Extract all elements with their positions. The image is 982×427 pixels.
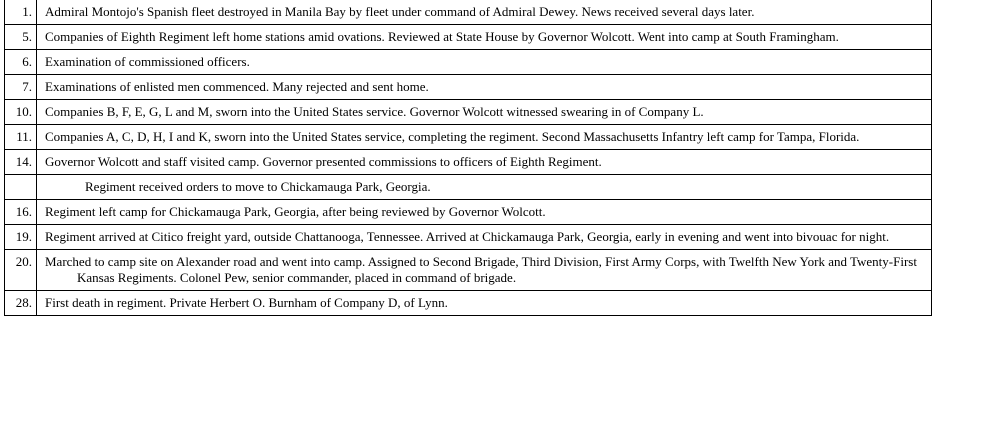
table-row [5, 0, 932, 25]
row-text-cell [37, 0, 932, 25]
row-text: Governor Wolcott and staff visited camp. Governor presented commissions to officers of Eighth Regiment. [45, 154, 602, 169]
table-row [5, 25, 932, 50]
table-row [5, 125, 932, 150]
row-text: Companies B, F, E, G, L and M, sworn into the United States service. Governor Wolcott witnessed swearing in of Company L. [45, 104, 704, 119]
row-day: 6. [5, 50, 37, 75]
table-row [5, 291, 932, 316]
row-text: Companies A, C, D, H, I and K, sworn into the United States service, completing the regiment. Second Massachusetts Infantry left camp for Tampa, Florida. [45, 129, 860, 144]
row-text-cell [37, 150, 932, 175]
row-text-cell [37, 100, 932, 125]
row-text-cell [37, 250, 932, 291]
row-text: Examination of commissioned officers. [45, 54, 250, 69]
row-day: 20. [5, 250, 37, 291]
row-day: 14. [5, 150, 37, 175]
table-row [5, 50, 932, 75]
row-text-cell [37, 25, 932, 50]
row-text-cell [37, 175, 932, 200]
row-day: 16. [5, 200, 37, 225]
row-text-cell [37, 225, 932, 250]
row-day: 7. [5, 75, 37, 100]
row-text-cell [37, 200, 932, 225]
table-row [5, 250, 932, 291]
chronology-table [4, 0, 932, 316]
table-row [5, 200, 932, 225]
row-text-cell [37, 125, 932, 150]
row-text: First death in regiment. Private Herbert O. Burnham of Company D, of Lynn. [45, 295, 448, 310]
row-text: Regiment received orders to move to Chickamauga Park, Georgia. [85, 179, 431, 194]
row-text: Companies of Eighth Regiment left home stations amid ovations. Reviewed at State House by Governor Wolcott. Went into camp at South Framingham. [45, 29, 839, 44]
row-text: Regiment left camp for Chickamauga Park, Georgia, after being reviewed by Governor Wolcott. [45, 204, 546, 219]
row-text-cell [37, 291, 932, 316]
row-text: Marched to camp site on Alexander road and went into camp. Assigned to Second Brigade, Third Division, First Army Corps, with Twelfth New York and Twenty-First Kansas Regiments. Colonel Pew, senior commander, placed in command of brigade. [45, 254, 917, 285]
row-text-cell [37, 50, 932, 75]
row-day: 5. [5, 25, 37, 50]
row-text: Examinations of enlisted men commenced. Many rejected and sent home. [45, 79, 429, 94]
row-day [5, 175, 37, 200]
table-row [5, 75, 932, 100]
table-row [5, 150, 932, 175]
table-row [5, 100, 932, 125]
row-day: 11. [5, 125, 37, 150]
table-row [5, 225, 932, 250]
row-text: Regiment arrived at Citico freight yard, outside Chattanooga, Tennessee. Arrived at Chickamauga Park, Georgia, early in evening and went into bivouac for night. [45, 229, 890, 244]
row-text-cell [37, 75, 932, 100]
row-day: 1. [5, 0, 37, 25]
row-day: 28. [5, 291, 37, 316]
row-day: 10. [5, 100, 37, 125]
table-row [5, 175, 932, 200]
row-day: 19. [5, 225, 37, 250]
row-text: Admiral Montojo's Spanish fleet destroyed in Manila Bay by fleet under command of Admiral Dewey. News received several days later. [45, 4, 755, 19]
